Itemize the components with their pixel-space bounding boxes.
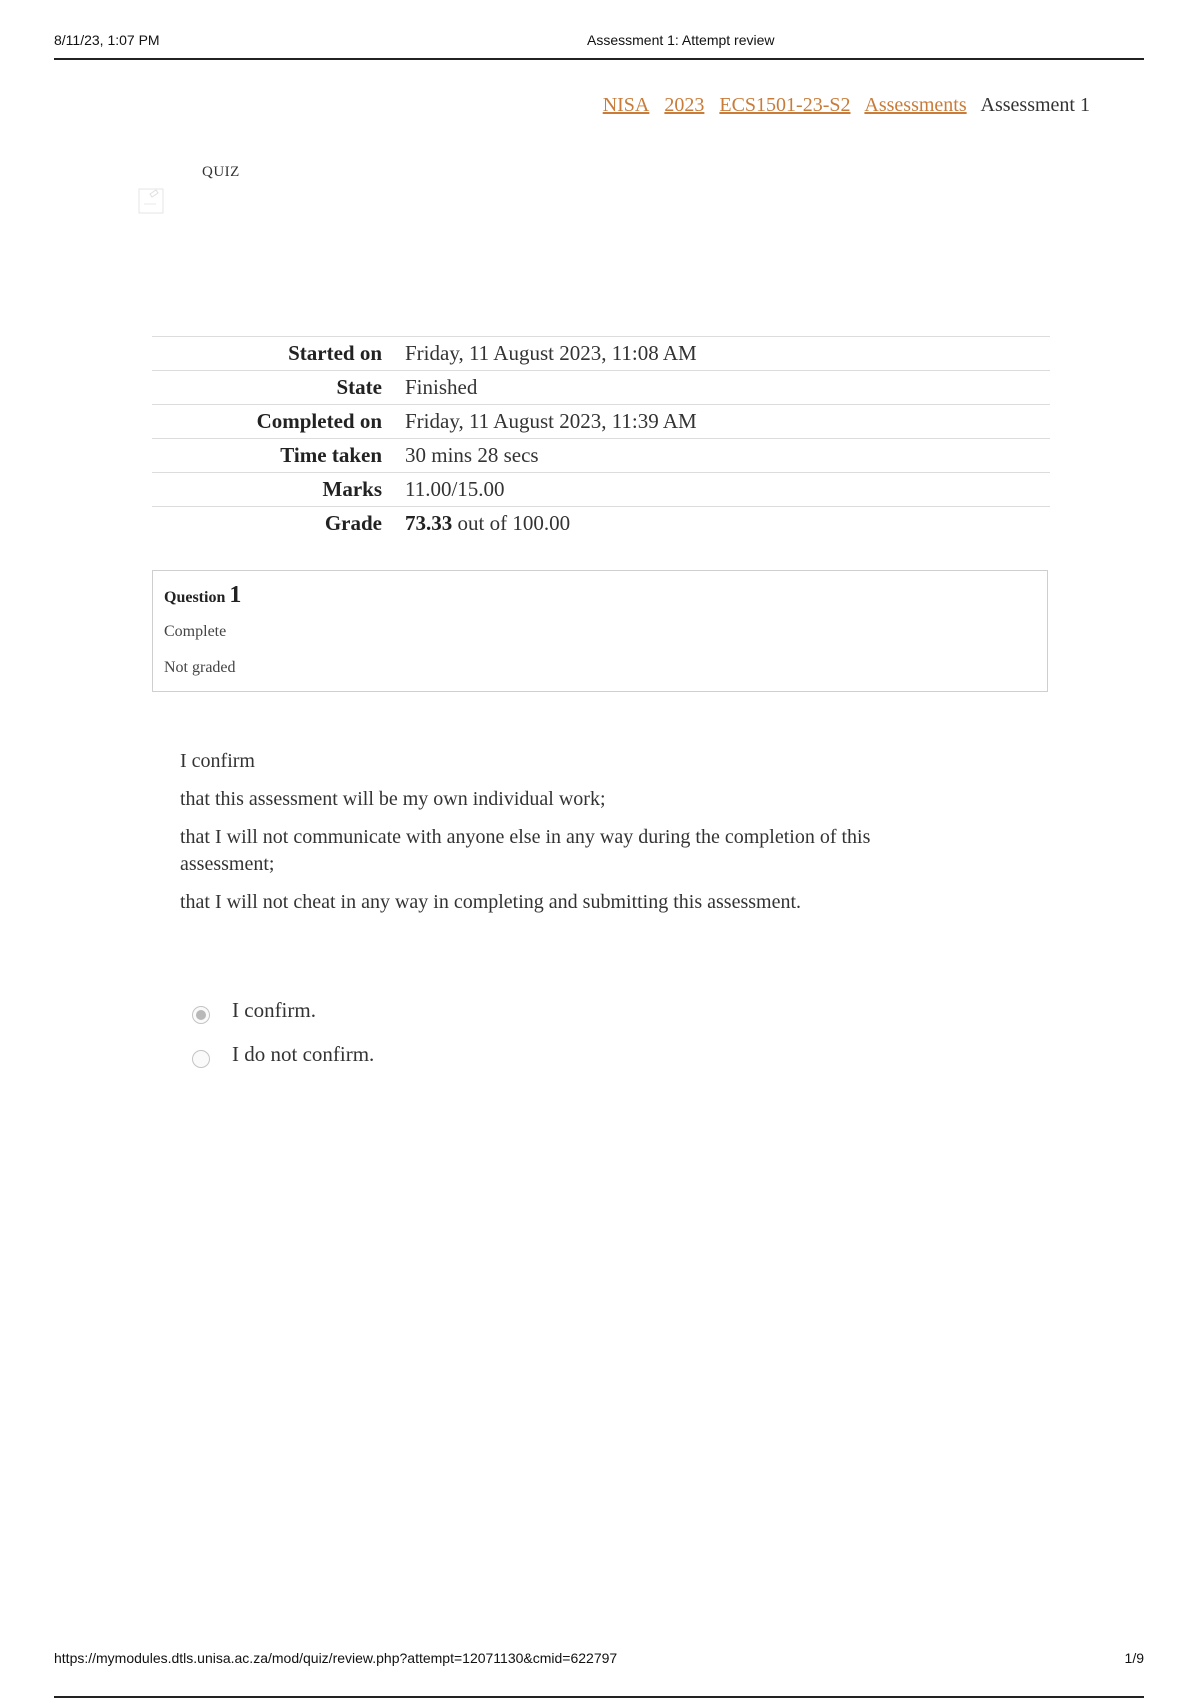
print-url: https://mymodules.dtls.unisa.ac.za/mod/quiz/review.php?attempt=12071130&cmid=622797 — [54, 1650, 618, 1666]
question-state: Complete — [164, 623, 227, 640]
summary-label: Started on — [288, 341, 382, 365]
question-text — [180, 748, 950, 927]
question-text-line: that I will not cheat in any way in completing and submitting this assessment. — [180, 891, 802, 913]
radio-not-confirm[interactable] — [192, 1050, 210, 1068]
question-text-line: that I will not communicate with anyone else in any way during the completion of this assessment; — [180, 826, 871, 875]
summary-value: Friday, 11 August 2023, 11:39 AM — [405, 409, 697, 433]
summary-row-marks — [152, 473, 1050, 507]
summary-value: 30 mins 28 secs — [405, 443, 539, 467]
summary-value: Friday, 11 August 2023, 11:08 AM — [405, 341, 697, 365]
print-page-number: 1/9 — [1124, 1650, 1144, 1666]
footer-divider — [54, 1696, 1144, 1698]
question-text-line: that this assessment will be my own individual work; — [180, 788, 606, 810]
breadcrumb-item-year[interactable]: 2023 — [664, 94, 705, 116]
answer-label: I confirm. — [232, 998, 316, 1022]
summary-value: 11.00/15.00 — [405, 477, 505, 501]
summary-row-started — [152, 337, 1050, 371]
quiz-icon — [138, 186, 166, 214]
grade-value: 73.33 — [405, 511, 453, 536]
question-text-line: I confirm — [180, 750, 255, 772]
breadcrumb — [603, 94, 1090, 117]
question-prefix: Question — [164, 589, 226, 606]
breadcrumb-item-nisa[interactable]: NISA — [602, 94, 650, 116]
summary-label: Marks — [322, 477, 382, 501]
print-datetime: 8/11/23, 1:07 PM — [54, 32, 160, 48]
summary-label: Grade — [324, 511, 382, 536]
print-title: Assessment 1: Attempt review — [587, 32, 775, 48]
summary-label: Completed on — [256, 409, 382, 433]
question-grade: Not graded — [164, 659, 236, 676]
summary-label: Time taken — [280, 443, 382, 467]
breadcrumb-item-course[interactable]: ECS1501-23-S2 — [719, 94, 851, 116]
summary-row-time-taken — [152, 439, 1050, 473]
grade-suffix: out of 100.00 — [452, 511, 571, 536]
breadcrumb-current: Assessment 1 — [980, 94, 1090, 116]
summary-row-grade — [152, 507, 1050, 541]
quiz-label: QUIZ — [202, 164, 240, 180]
question-info-box — [152, 570, 1048, 692]
summary-label: State — [336, 375, 382, 399]
question-number — [164, 582, 241, 609]
summary-value — [395, 507, 1050, 541]
answer-label: I do not confirm. — [232, 1042, 375, 1066]
question-number-value: 1 — [229, 582, 242, 608]
summary-row-completed — [152, 405, 1050, 439]
print-header — [54, 32, 1144, 60]
summary-value: Finished — [405, 375, 478, 399]
radio-confirm[interactable] — [192, 1006, 210, 1024]
breadcrumb-item-assessments[interactable]: Assessments — [864, 94, 967, 116]
summary-row-state — [152, 371, 1050, 405]
attempt-summary-table — [152, 336, 1050, 541]
